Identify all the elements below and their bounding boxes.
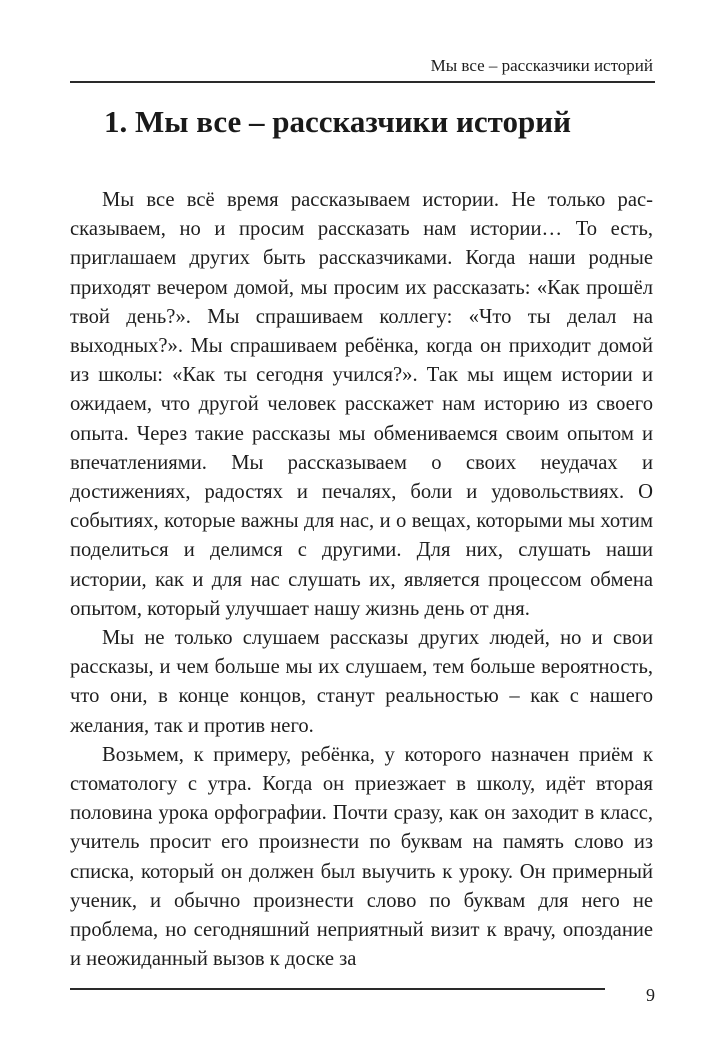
- page-number: 9: [646, 985, 655, 1005]
- running-head: Мы все – рассказчики историй: [430, 56, 653, 75]
- paragraph-3: Возьмем, к примеру, ребёнка, у которого назначен приём к стоматологу с утра. Когда он приезжает в школу, идёт вторая половина урока орфографии. Почти сразу, как он заходит в класс, учитель просит его произнести по буквам на память слово из списка, который он должен был выучить к уроку. Он примерный ученик, и обычно произнести слово по буквам для него не проблема, но сегодняшний неприятный визит к врачу, опоздание и неожиданный вызов к доске за: [70, 743, 653, 971]
- body-text: [70, 186, 653, 974]
- footer-rule: [70, 988, 605, 990]
- paragraph-2: Мы не только слушаем рассказы других людей, но и свои рассказы, и чем больше мы их слушаем, тем больше вероятность, что они, в конце концов, станут реальностью – как с нашего желания, так и против него.: [70, 627, 653, 737]
- chapter-title: 1. Мы все – рассказчики историй: [104, 104, 571, 139]
- header-rule: [70, 81, 655, 83]
- paragraph-1: Мы все всё время рассказываем истории. Не только рассказываем, но и просим рассказать нам истории… То есть, приглашаем других быть рассказчиками. Когда наши родные приходят вечером домой, мы просим их рассказать: «Как прошёл твой день?». Мы спрашиваем коллегу: «Что ты делал на выходных?». Мы спрашиваем ребёнка, когда он приходит домой из школы: «Как ты сегодня учился?». Так мы ищем истории и ожидаем, что другой человек расскажет нам историю из своего опыта. Через такие рассказы мы обмениваемся своим опытом и впечатлениями. Мы рассказываем о своих неудачах и достижениях, радостях и печалях, боли и удовольствиях. О событиях, которые важны для нас, и о вещах, которыми мы хотим поделиться и делимся с другими. Для них, слушать наши истории, как и для нас слушать их, является процессом обмена опытом, который улучшает нашу жизнь день от дня.: [70, 189, 653, 620]
